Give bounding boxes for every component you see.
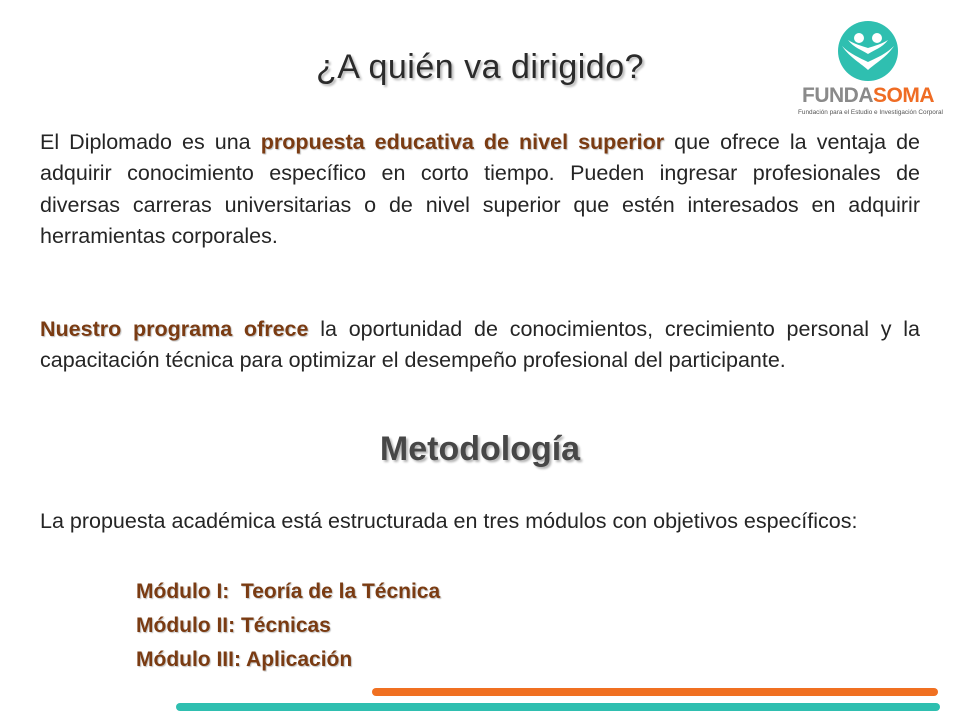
program-text: la oportunidad de conocimientos, crecimiento personal y la capacitación técnica para optimizar el desempeño profesional del participante. xyxy=(40,317,920,373)
module-list xyxy=(136,575,440,677)
methodology-heading: Metodología xyxy=(379,430,581,468)
intro-text-start: El Diplomado es una xyxy=(40,130,261,154)
logo-wordmark: FUNDASOMA xyxy=(802,84,934,107)
fundasoma-logo xyxy=(798,18,943,120)
module-item: Módulo III: Aplicación xyxy=(136,648,353,671)
module-item: Módulo I: Teoría de la Técnica xyxy=(136,580,441,603)
orange-decor-bar xyxy=(372,688,938,696)
module-item: Módulo II: Técnicas xyxy=(136,614,331,637)
program-highlight: Nuestro programa ofrece xyxy=(40,317,309,341)
methodology-paragraph: La propuesta académica está estructurada en tres módulos con objetivos específicos: xyxy=(40,509,858,533)
page-title: ¿A quién va dirigido? xyxy=(315,48,645,86)
teal-decor-bar xyxy=(176,703,940,711)
program-paragraph xyxy=(40,314,920,377)
intro-text-end: que ofrece la ventaja de adquirir conocimiento específico en corto tiempo. Pueden ingresar profesionales de diversas carreras universitarias o de nivel superior que estén interesados en adquirir herramientas corporales. xyxy=(40,130,920,249)
logo-tagline: Fundación para el Estudio e Investigación Corporal xyxy=(798,109,943,116)
intro-paragraph xyxy=(40,127,920,253)
intro-highlight: propuesta educativa de nivel superior xyxy=(260,130,665,154)
hands-people-icon xyxy=(826,18,910,84)
